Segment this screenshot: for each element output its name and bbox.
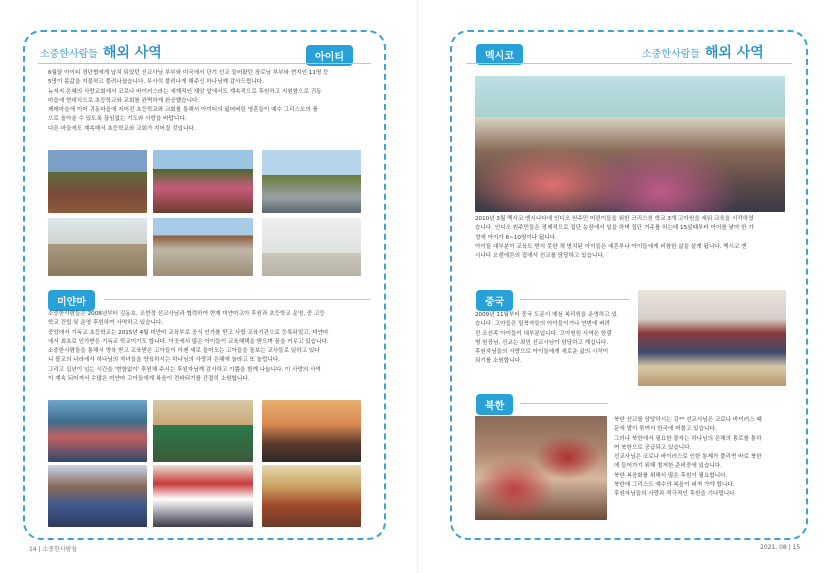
celebration-photo [262,400,361,462]
tag-myanmar: 미얀마 [48,290,95,311]
myanmar-underline [104,299,371,300]
food-photo [262,465,361,527]
group-photo [153,150,253,213]
village-photo [262,150,361,213]
title-small: 소중한사람들 [642,49,700,60]
students-photo [48,465,147,527]
title-underline-right [466,63,792,64]
children-group-photo [48,400,147,462]
left-page-title [40,42,162,62]
northkorea-text: 북한 선교를 담당하시는 김** 선교사님은 코로나 바이러스 때 문에 발이 묶여서 한국에 머물고 있습니다. 그러나 북한에서 필요한 물자는 하나님의 은혜의 통로를 통하 여 북한으로 공급되고 있습니다. 선교사님은 코로나 바이러스로 인한 통제가 풀리면 바로 북한 에 들어가기 위해 철저한 준비중에 있습니다. 북한 복음화를 위해서 많은 후원이 필요합니다. 북한에 그리스도 예수의 복음이 퍼져 가야 합니다. 후원자님들의 사랑과 적극적인 후원을 기다립니다 [614,417,762,498]
northkorea-underline [520,403,608,404]
title-small: 소중한사람들 [40,49,98,60]
kids-play-photo [153,400,253,462]
tag-china: 중국 [476,290,513,311]
china-text: 2009년 11월부터 중국 도문시 예심 복리원을 운영하고 있 습니다. 고아들은 밀북자들의 아이들이거나 연변에 버려 진 조선족 아이들이 대부분입니다. 고아원원 사역은 한림 병 원장님, 선교는 최민 선교사님이 담당하고 계십니다. 후원자님들의 사랑으로 아이들에게 새로운 삶의 시작이 되기를 소원합니다. [475,312,617,365]
title-big: 해외 사역 [102,45,162,61]
construction-photo [48,218,147,276]
mexico-text: 2010년 3월 멕시코 엔시나다에 인디오 원주민 어린이들을 위한 크리스천 학교 3개 고아원을 세워 교육을 시작하였 습니다. 인디오 원주민들은 경제적으로 집단 농장에서 일을 하며 집단 거주를 하는데 15살때부터 아이를 낳아 한 가 정에 아이가 6~10명이나 됩니다. 아이들 대부분이 교육도 받지 못한 채 방치된 아이들은 예흔부나 아이들에게 비참한 삶을 살게 됩니다. 멕시코 엔 시나다 오렌에튼의 집에서 선교를 담당하고 있습니다. [475,216,754,260]
school-building-photo [153,218,253,276]
classroom-photo [262,218,361,276]
tag-mexico: 멕시코 [476,44,523,65]
crowd-photo [48,150,147,213]
haiti-text: 6월달 아이티 경단협에게 납치 되었던 선교사님 부부와 미국에서 단기 선교 들어왔던 장로님 부부와 현지인 11명 등 5명이 몸값을 지불하고 풀려나셨습니다. 무사히 풀려나게 해주신 하나님께 감사드립니다. 뉴저지 은혜의 사랑교회에서 코로나 바이러스라는 세계적인 재앙 앞에서도 계속적으로 후원하고 지원함으로 귀동 마을에 현대식으로 초등학교와 교회를 완벽하게 완공했습니다. 제레마을에 이어 귀동마을에 지어진 초등학교와 교회를 통해서 아이티의 잃어버린 영혼들이 예수 그리스도의 품 으로 돌아올 수 있도록 끊임없는 기도와 사랑을 바랍니다. 다른 마을에도 계속해서 초등학교와 교회가 지어질 것입니다. [48,70,329,132]
myanmar-text: 소중한사람들은 2008년부터 김동호, 조현정 선교사님과 협력하여 현재 미얀마고아 후원과 초등학교 운영, 중 고등 학교 건립 및 운영 후원하여 사역하고 있습니다. 중앙에서 기독교 초등학교는 2015년 4월 미얀마 교육부로 공식 인가를 받고 사립 교육기관으로 등록되었고, 미얀마 에서 최초로 인가받은 기독교 학교이기도 합니다. 이곳에서 많은 아이들이 교육혜택을 받으며 꿈을 키우고 있습니다. 소중한사람들을 통해서 영육 받고 교육받은 고아들이 이젠 세로 들어오는 고아들을 돌보는 교사들로 일하고 있다 니 볼교의 나라에서 하나님의 자녀들을 양육하시는 하나님의 사랑과 은혜에 놀라고 또 놀랍니다. 그리고 십년이 넘는 시간을 '변함없이' 후원해 주시는 후원자님께 감사하고 기쁨을 함께 나눕니다. 이 사랑의 사역 이 계속 되어져서 수많은 미얀마 고아들에게 복음이 전파되기를 간절히 소원합니다. [48,311,329,383]
page-gutter [417,0,418,573]
title-underline [38,63,371,64]
title-big: 해외 사역 [704,45,764,61]
china-orphanage-photo [638,290,786,386]
tag-haiti: 아이티 [306,45,353,66]
right-footer: 2021. 08 | 15 [760,544,801,551]
class-photo [153,465,253,527]
china-underline [520,299,630,300]
right-page-title [642,42,764,62]
tag-northkorea: 북한 [476,394,513,415]
left-footer: 14 | 소중한사람들 [29,546,78,553]
north-korea-children-photo [475,416,607,520]
mexico-classroom-photo [475,76,785,212]
